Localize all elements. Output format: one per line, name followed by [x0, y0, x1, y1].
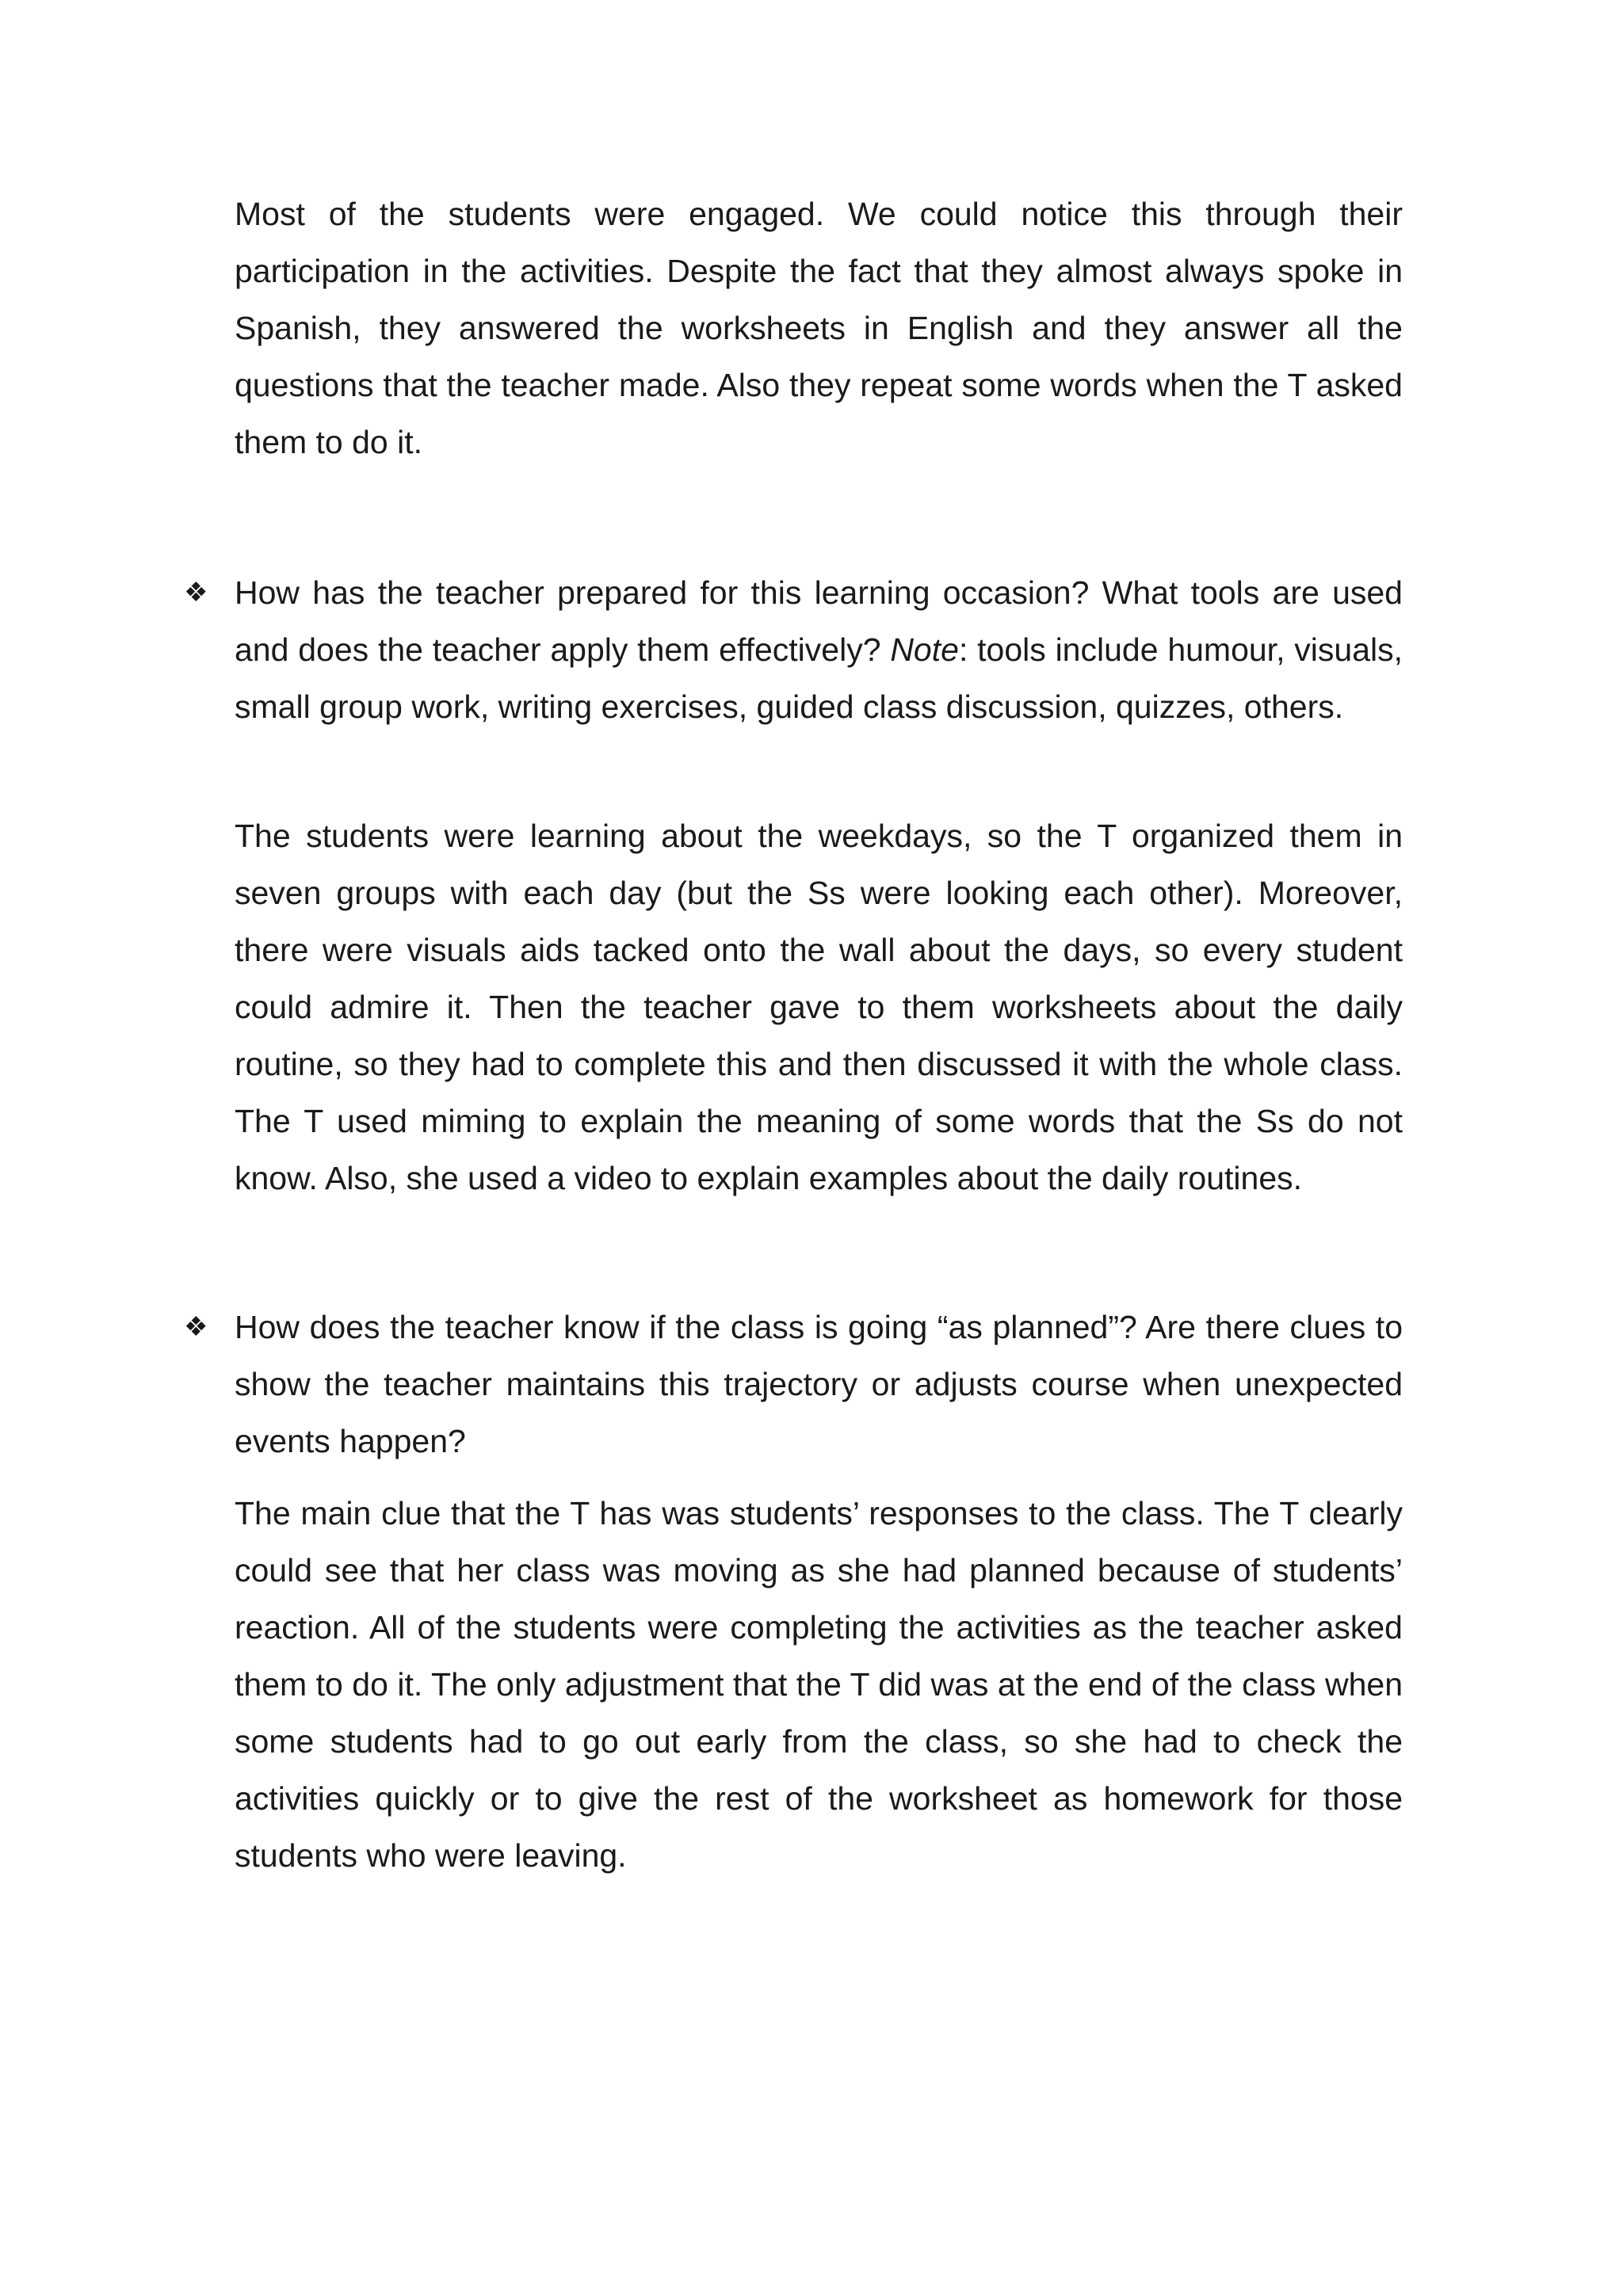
diamond-bullet-icon: ❖ — [184, 1312, 208, 1342]
question-1-part-2: : tools include humour, visuals, small group work, writing exercises, guided class discussion, quizzes, others. — [235, 631, 1403, 725]
question-1-text — [235, 564, 1403, 735]
answer-1-paragraph: The students were learning about the weekdays, so the T organized them in seven groups with each day (but the Ss were looking each other). Moreover, there were visuals aids tacked onto the wall about the days, so every student could admire it. Then the teacher gave to them worksheets about the daily routine, so they had to complete this and then discussed it with the whole class. The T used miming to explain the meaning of some words that the Ss do not know. Also, she used a video to explain examples about the daily routines. — [235, 818, 1403, 1196]
question-1-note-label: Note — [890, 631, 959, 668]
answer-2-paragraph: The main clue that the T has was students’ responses to the class. The T clearly could see that her class was moving as she had planned because of students’ reaction. All of the students were completing the activities as the teacher asked them to do it. The only adjustment that the T did was at the end of the class when some students had to go out early from the class, so she had to check the activities quickly or to give the rest of the worksheet as homework for those students who were leaving. — [235, 1495, 1403, 1874]
question-1-part-1: How has the teacher prepared for this learning occasion? What tools are used and does the teacher apply them effectively? — [235, 574, 1403, 668]
intro-paragraph: Most of the students were engaged. We could notice this through their participation in the activities. Despite the fact that they almost always spoke in Spanish, they answered the worksheets in English and they answer all the questions that the teacher made. Also they repeat some words when the T asked them to do it. — [235, 196, 1403, 460]
question-2-text: How does the teacher know if the class is going “as planned”? Are there clues to show the teacher maintains this trajectory or adjusts course when unexpected events happen? — [235, 1309, 1403, 1459]
diamond-bullet-icon: ❖ — [184, 578, 208, 608]
